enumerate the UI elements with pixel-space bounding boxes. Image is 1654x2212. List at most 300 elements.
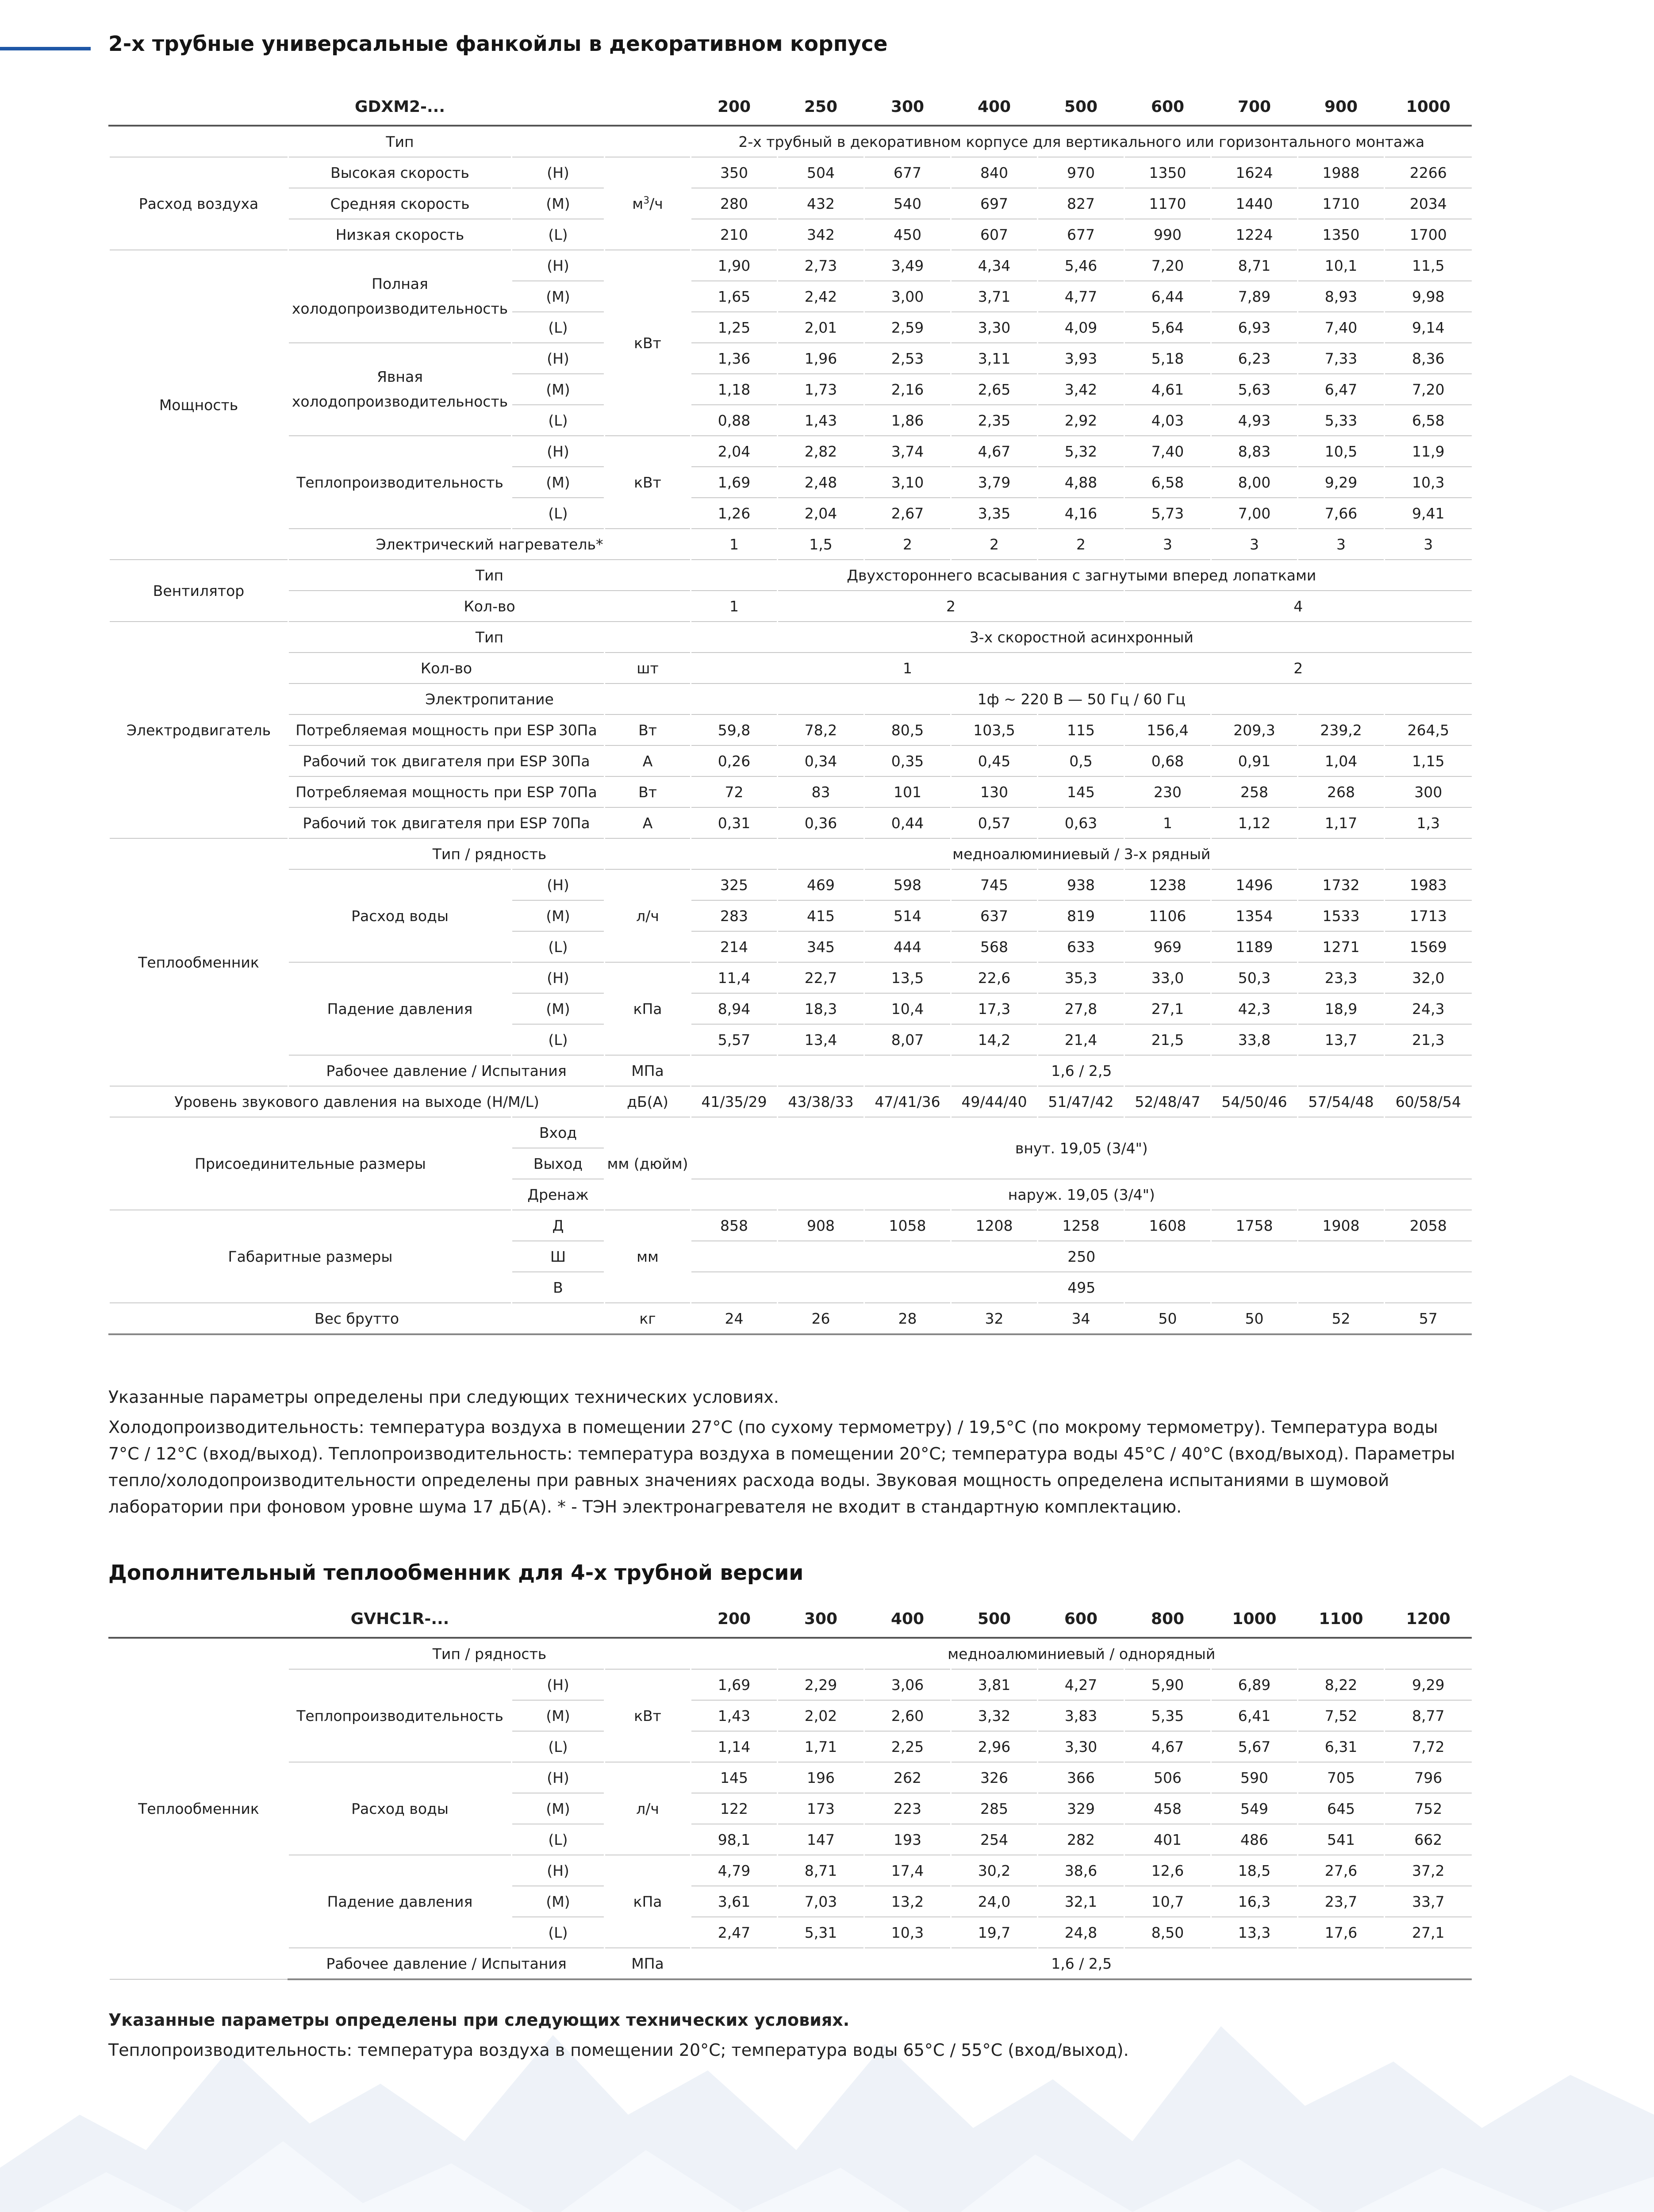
- cell: 350: [691, 157, 778, 188]
- cell: 540: [864, 188, 951, 219]
- note-title: Указанные параметры определены при следующих технических условиях.: [108, 1387, 779, 1407]
- cell: 268: [1298, 776, 1385, 807]
- row-label: Тип: [288, 560, 691, 591]
- cell: 568: [951, 931, 1038, 962]
- cell: 4,16: [1038, 498, 1124, 529]
- cell: 1713: [1385, 900, 1472, 931]
- cell: 28: [864, 1303, 951, 1334]
- unit-label: А: [605, 745, 691, 776]
- cell: 2,25: [864, 1731, 951, 1762]
- cell: 47/41/36: [864, 1086, 951, 1117]
- cell: 52: [1298, 1303, 1385, 1334]
- cell: 4,61: [1124, 374, 1211, 405]
- table-row: [109, 1669, 1472, 1700]
- cell: 1533: [1298, 900, 1385, 931]
- type-value: 2-х трубный в декоративном корпусе для вертикального или горизонтального монтажа: [691, 126, 1472, 157]
- cell: 607: [951, 219, 1038, 250]
- table-row: [109, 1855, 1472, 1886]
- merged-cell: 495: [691, 1272, 1472, 1303]
- cell: 4,09: [1038, 312, 1124, 343]
- table-row: [109, 1762, 1472, 1793]
- merged-cell: 3-х скоростной асинхронный: [691, 622, 1472, 653]
- mode-label: (L): [512, 498, 605, 529]
- cell: 13,4: [778, 1024, 864, 1055]
- cell: 0,31: [691, 807, 778, 838]
- cell: 3,81: [951, 1669, 1038, 1700]
- cell: 2266: [1385, 157, 1472, 188]
- cell: 5,31: [778, 1917, 864, 1948]
- cell: 300: [1385, 776, 1472, 807]
- cell: 1,5: [778, 529, 864, 560]
- cell: 26: [778, 1303, 864, 1334]
- cell: 42,3: [1211, 993, 1298, 1024]
- cell: 1189: [1211, 931, 1298, 962]
- spec-table-2pipe: [108, 88, 1472, 1335]
- mode-label: (H): [512, 250, 605, 281]
- cell: 103,5: [951, 714, 1038, 745]
- cell: 27,8: [1038, 993, 1124, 1024]
- cell: 5,18: [1124, 343, 1211, 374]
- cell: 10,3: [864, 1917, 951, 1948]
- mode-label: (M): [512, 1793, 605, 1824]
- cell: 6,41: [1211, 1700, 1298, 1731]
- cell: 705: [1298, 1762, 1385, 1793]
- table-row: [109, 838, 1472, 869]
- row-label: Рабочее давление / Испытания: [288, 1055, 605, 1086]
- cell: 2,04: [691, 436, 778, 467]
- cell: 5,57: [691, 1024, 778, 1055]
- mode-label: (L): [512, 931, 605, 962]
- cell: 2,92: [1038, 405, 1124, 436]
- cell: 5,73: [1124, 498, 1211, 529]
- cell: 1350: [1124, 157, 1211, 188]
- cell: 72: [691, 776, 778, 807]
- cell: 1: [691, 529, 778, 560]
- mode-label: (M): [512, 467, 605, 498]
- cell: 4,03: [1124, 405, 1211, 436]
- cell: 6,44: [1124, 281, 1211, 312]
- unit-label: дБ(А): [605, 1086, 691, 1117]
- table-row: [109, 591, 1472, 622]
- motor-group: Электродвигатель: [109, 622, 288, 838]
- cell: 9,41: [1385, 498, 1472, 529]
- cell: 30,2: [951, 1855, 1038, 1886]
- cell: 7,89: [1211, 281, 1298, 312]
- cell: 254: [951, 1824, 1038, 1855]
- unit-label: кВт: [605, 1669, 691, 1762]
- cell: 969: [1124, 931, 1211, 962]
- unit-label: мм: [605, 1210, 691, 1303]
- cell: 7,20: [1124, 250, 1211, 281]
- cell: 38,6: [1038, 1855, 1124, 1886]
- cell: 13,3: [1211, 1917, 1298, 1948]
- cell: 677: [864, 157, 951, 188]
- size-header: 400: [864, 1601, 951, 1638]
- cell: 21,5: [1124, 1024, 1211, 1055]
- cell: 17,6: [1298, 1917, 1385, 1948]
- table-row: [109, 529, 1472, 560]
- cell: 1,04: [1298, 745, 1385, 776]
- cell: 0,68: [1124, 745, 1211, 776]
- type-label: Тип: [109, 126, 691, 157]
- cell: 8,93: [1298, 281, 1385, 312]
- cell: 8,94: [691, 993, 778, 1024]
- row-label: Рабочее давление / Испытания: [288, 1948, 605, 1979]
- merged-cell: 1ф ~ 220 В — 50 Гц / 60 Гц: [691, 684, 1472, 714]
- cell: 16,3: [1211, 1886, 1298, 1917]
- cell: 23,3: [1298, 962, 1385, 993]
- cell: 1608: [1124, 1210, 1211, 1241]
- cell: 7,40: [1298, 312, 1385, 343]
- size-header: 300: [864, 88, 951, 126]
- cell: 840: [951, 157, 1038, 188]
- cell: 264,5: [1385, 714, 1472, 745]
- cell: 9,29: [1385, 1669, 1472, 1700]
- cell: 2,16: [864, 374, 951, 405]
- cell: 60/58/54: [1385, 1086, 1472, 1117]
- cell: 18,3: [778, 993, 864, 1024]
- cell: 2: [1038, 529, 1124, 560]
- cell: 1,73: [778, 374, 864, 405]
- cell: 49/44/40: [951, 1086, 1038, 1117]
- cell: 209,3: [1211, 714, 1298, 745]
- cell: 3,93: [1038, 343, 1124, 374]
- hx-group: Теплообменник: [109, 838, 288, 1086]
- cell: 33,8: [1211, 1024, 1298, 1055]
- cell: 1,69: [691, 1669, 778, 1700]
- cell: 83: [778, 776, 864, 807]
- cell: 24,8: [1038, 1917, 1124, 1948]
- cell: 4,27: [1038, 1669, 1124, 1700]
- cell: 12,6: [1124, 1855, 1211, 1886]
- water-label: Расход воды: [288, 869, 512, 962]
- cell: 2,82: [778, 436, 864, 467]
- cell: 5,35: [1124, 1700, 1211, 1731]
- cell: 22,7: [778, 962, 864, 993]
- cell: 662: [1385, 1824, 1472, 1855]
- cell: 19,7: [951, 1917, 1038, 1948]
- cell: 549: [1211, 1793, 1298, 1824]
- cell: 32: [951, 1303, 1038, 1334]
- heat-label: Теплопроизводительность: [288, 1669, 512, 1762]
- merged-cell: медноалюминиевый / однорядный: [691, 1638, 1472, 1669]
- cell: 285: [951, 1793, 1038, 1824]
- table-row: [109, 622, 1472, 653]
- cell: 145: [691, 1762, 778, 1793]
- cell: 115: [1038, 714, 1124, 745]
- mode-label: (L): [512, 1731, 605, 1762]
- cell: 239,2: [1298, 714, 1385, 745]
- cell: 2,65: [951, 374, 1038, 405]
- cell: 0,44: [864, 807, 951, 838]
- merged-cell: 1,6 / 2,5: [691, 1948, 1472, 1979]
- mode-label: (L): [512, 312, 605, 343]
- cell: 59,8: [691, 714, 778, 745]
- cell: 18,5: [1211, 1855, 1298, 1886]
- table-row: [109, 962, 1472, 993]
- cell: 17,4: [864, 1855, 951, 1886]
- spec-table-4pipe: [108, 1601, 1472, 1980]
- cell: 8,36: [1385, 343, 1472, 374]
- cell: 13,5: [864, 962, 951, 993]
- cell: 10,7: [1124, 1886, 1211, 1917]
- mode-label: (M): [512, 900, 605, 931]
- cell: 50: [1211, 1303, 1298, 1334]
- cell: 156,4: [1124, 714, 1211, 745]
- unit-label: л/ч: [605, 869, 691, 962]
- cell: 3,71: [951, 281, 1038, 312]
- cell: 325: [691, 869, 778, 900]
- cell: 35,3: [1038, 962, 1124, 993]
- cell: 8,07: [864, 1024, 951, 1055]
- cell: 6,58: [1124, 467, 1211, 498]
- drop-label: Падение давления: [288, 962, 512, 1055]
- size-header: 700: [1211, 88, 1298, 126]
- drop-label: Падение давления: [288, 1855, 512, 1948]
- size-header: 600: [1038, 1601, 1124, 1638]
- mode-label: (M): [512, 1700, 605, 1731]
- cell: 637: [951, 900, 1038, 931]
- table-row: [109, 1086, 1472, 1117]
- cell: 752: [1385, 1793, 1472, 1824]
- cell: 1,86: [864, 405, 951, 436]
- merged-cell: медноалюминиевый / 3-х рядный: [691, 838, 1472, 869]
- cell: 1,14: [691, 1731, 778, 1762]
- row-label: Кол-во: [288, 591, 691, 622]
- size-header: 200: [691, 1601, 778, 1638]
- cell: 3: [1124, 529, 1211, 560]
- cell: 10,4: [864, 993, 951, 1024]
- cell: 0,34: [778, 745, 864, 776]
- cell: 5,90: [1124, 1669, 1211, 1700]
- cell: 8,71: [778, 1855, 864, 1886]
- cell: 450: [864, 219, 951, 250]
- unit-label: кВт: [605, 436, 691, 529]
- row-label: Электропитание: [288, 684, 691, 714]
- row-label: Тип / рядность: [288, 838, 691, 869]
- cell: 23,7: [1298, 1886, 1385, 1917]
- heater-label: Электрический нагреватель*: [288, 529, 691, 560]
- cell: 2,29: [778, 1669, 864, 1700]
- mode-label: (M): [512, 188, 605, 219]
- table-row: [109, 714, 1472, 745]
- note-text: Теплопроизводительность: температура воздуха в помещении 20°C; температура воды 65°C / 55°C (вход/выход).: [108, 2040, 1129, 2060]
- table-row: [109, 1117, 1472, 1148]
- cell: 444: [864, 931, 951, 962]
- cell: 1271: [1298, 931, 1385, 962]
- row-label: Д: [512, 1210, 605, 1241]
- cell: 4,67: [951, 436, 1038, 467]
- cell: 1350: [1298, 219, 1385, 250]
- cell: 9,14: [1385, 312, 1472, 343]
- notes-block-1: [108, 1384, 1471, 1524]
- cell: 50: [1124, 1303, 1211, 1334]
- table-row: [109, 1210, 1472, 1241]
- cell: 697: [951, 188, 1038, 219]
- cell: 10,3: [1385, 467, 1472, 498]
- unit-label: МПа: [605, 1055, 691, 1086]
- cell: 8,71: [1211, 250, 1298, 281]
- cell: 3,79: [951, 467, 1038, 498]
- cell: 5,32: [1038, 436, 1124, 467]
- cell: 1,25: [691, 312, 778, 343]
- cell: 4,93: [1211, 405, 1298, 436]
- table-row: [109, 653, 1472, 684]
- unit-label: $м^3/ч$: [605, 157, 691, 250]
- size-header: 1000: [1385, 88, 1472, 126]
- row-label: Низкая скорость: [288, 219, 512, 250]
- cell: 3: [1211, 529, 1298, 560]
- cell: 9,98: [1385, 281, 1472, 312]
- cell: 633: [1038, 931, 1124, 962]
- cell: 1,96: [778, 343, 864, 374]
- cell: 1988: [1298, 157, 1385, 188]
- cell: 1,65: [691, 281, 778, 312]
- table-row: [109, 560, 1472, 591]
- cell: 24,3: [1385, 993, 1472, 1024]
- cell: 3,10: [864, 467, 951, 498]
- cell: 262: [864, 1762, 951, 1793]
- cell: 970: [1038, 157, 1124, 188]
- cell: 0,5: [1038, 745, 1124, 776]
- cell: 0,35: [864, 745, 951, 776]
- cell: 1224: [1211, 219, 1298, 250]
- unit-label: кПа: [605, 962, 691, 1055]
- cell: 193: [864, 1824, 951, 1855]
- cell: 3,35: [951, 498, 1038, 529]
- cell: 1700: [1385, 219, 1472, 250]
- cell: 258: [1211, 776, 1298, 807]
- unit-label: шт: [605, 653, 691, 684]
- cell: 1440: [1211, 188, 1298, 219]
- table-row: [109, 776, 1472, 807]
- cell: 1,90: [691, 250, 778, 281]
- mode-label: (H): [512, 343, 605, 374]
- cell: 1908: [1298, 1210, 1385, 1241]
- cell: 6,93: [1211, 312, 1298, 343]
- cell: 5,33: [1298, 405, 1385, 436]
- unit-label: л/ч: [605, 1762, 691, 1855]
- row-label: Тип / рядность: [288, 1638, 691, 1669]
- cell: 3,83: [1038, 1700, 1124, 1731]
- cell: 3,30: [951, 312, 1038, 343]
- row-label: Ш: [512, 1241, 605, 1272]
- cell: 1258: [1038, 1210, 1124, 1241]
- cell: 1: [691, 591, 778, 622]
- cell: 13,2: [864, 1886, 951, 1917]
- cell: 3,30: [1038, 1731, 1124, 1762]
- cell: 2,02: [778, 1700, 864, 1731]
- cell: 345: [778, 931, 864, 962]
- cell: 2034: [1385, 188, 1472, 219]
- total-cool-label: Полная холодопроизводительность: [288, 250, 512, 343]
- table-row: [109, 807, 1472, 838]
- size-header: 900: [1298, 88, 1385, 126]
- unit-label: А: [605, 807, 691, 838]
- cell: 4,67: [1124, 1731, 1211, 1762]
- mode-label: (L): [512, 405, 605, 436]
- cell: 2,96: [951, 1731, 1038, 1762]
- cell: 1710: [1298, 188, 1385, 219]
- cell: 2,60: [864, 1700, 951, 1731]
- mode-label: (H): [512, 1669, 605, 1700]
- cell: 6,47: [1298, 374, 1385, 405]
- unit-label: Вт: [605, 776, 691, 807]
- cell: 214: [691, 931, 778, 962]
- mode-label: (H): [512, 869, 605, 900]
- cell: 122: [691, 1793, 778, 1824]
- size-header: 1100: [1298, 1601, 1385, 1638]
- cell: 2,35: [951, 405, 1038, 436]
- cell: 7,40: [1124, 436, 1211, 467]
- cell: 8,22: [1298, 1669, 1385, 1700]
- merged-cell: 1,6 / 2,5: [691, 1055, 1472, 1086]
- merged-cell: 1: [691, 653, 1124, 684]
- cell: 1758: [1211, 1210, 1298, 1241]
- model-label: GVHC1R-...: [109, 1601, 691, 1638]
- cell: 469: [778, 869, 864, 900]
- section1-title: 2-х трубные универсальные фанкойлы в декоративном корпусе: [108, 32, 888, 56]
- cell: 2058: [1385, 1210, 1472, 1241]
- cell: 196: [778, 1762, 864, 1793]
- cell: 24,0: [951, 1886, 1038, 1917]
- cell: 990: [1124, 219, 1211, 250]
- cell: 1496: [1211, 869, 1298, 900]
- size-header: 200: [691, 88, 778, 126]
- cell: 11,9: [1385, 436, 1472, 467]
- cell: 1,15: [1385, 745, 1472, 776]
- unit-label: Вт: [605, 714, 691, 745]
- cell: 80,5: [864, 714, 951, 745]
- table-row: [109, 869, 1472, 900]
- cell: 3,74: [864, 436, 951, 467]
- cell: 2,48: [778, 467, 864, 498]
- cell: 3: [1298, 529, 1385, 560]
- cell: 3,11: [951, 343, 1038, 374]
- cell: 230: [1124, 776, 1211, 807]
- cell: 11,4: [691, 962, 778, 993]
- cell: 37,2: [1385, 1855, 1472, 1886]
- cell: 145: [1038, 776, 1124, 807]
- unit-label: МПа: [605, 1948, 691, 1979]
- size-header: 1000: [1211, 1601, 1298, 1638]
- cell: 598: [864, 869, 951, 900]
- cell: 32,0: [1385, 962, 1472, 993]
- cell: 1,71: [778, 1731, 864, 1762]
- hx-group: Теплообменник: [109, 1638, 288, 1979]
- cell: 8,83: [1211, 436, 1298, 467]
- cell: 43/38/33: [778, 1086, 864, 1117]
- cell: 1,12: [1211, 807, 1298, 838]
- cell: 1569: [1385, 931, 1472, 962]
- cell: 514: [864, 900, 951, 931]
- cell: 5,46: [1038, 250, 1124, 281]
- row-label: Дренаж: [512, 1179, 605, 1210]
- model-label: GDXM2-...: [109, 88, 691, 126]
- mode-label: (L): [512, 1024, 605, 1055]
- unit-label: кВт: [605, 250, 691, 436]
- size-header: 800: [1124, 1601, 1211, 1638]
- cell: 282: [1038, 1824, 1124, 1855]
- sens-cool-label: Явная холодопроизводительность: [288, 343, 512, 436]
- mode-label: (M): [512, 993, 605, 1024]
- size-header: 500: [951, 1601, 1038, 1638]
- cell: 2,01: [778, 312, 864, 343]
- table-row: [109, 1303, 1472, 1334]
- cell: 2,42: [778, 281, 864, 312]
- mode-label: (L): [512, 219, 605, 250]
- table-row: [109, 1948, 1472, 1979]
